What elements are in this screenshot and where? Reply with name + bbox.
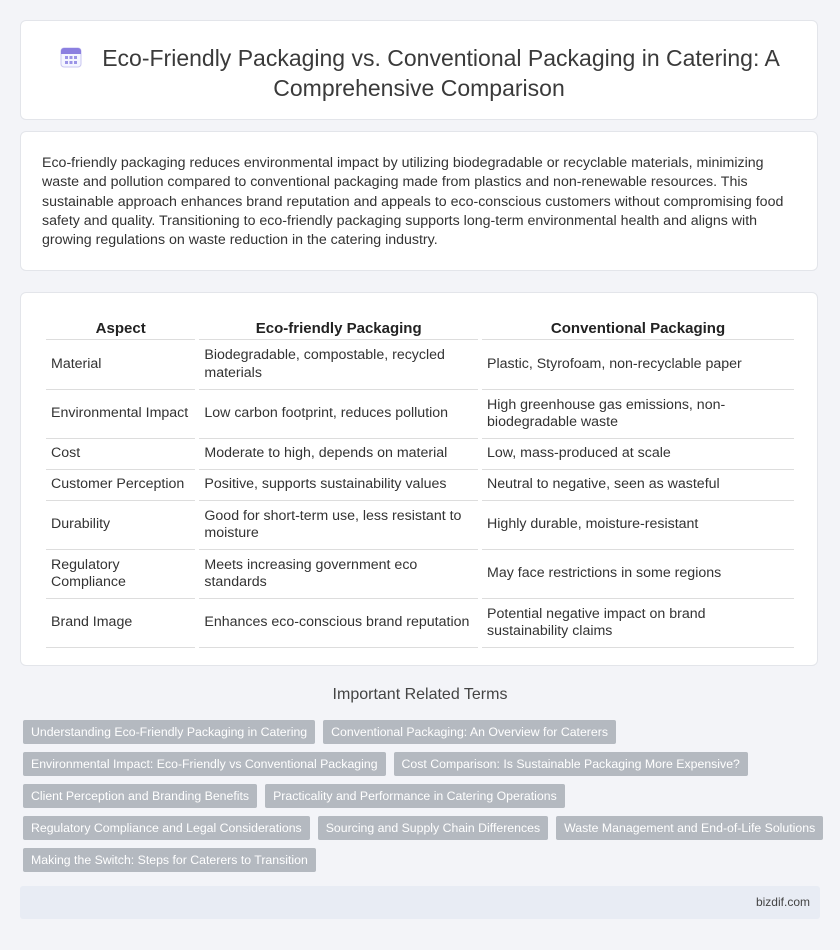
table-row (46, 501, 794, 550)
cell-eco: Enhances eco-conscious brand reputation (199, 599, 478, 648)
cell-aspect: Environmental Impact (46, 390, 195, 439)
intro-card (20, 131, 818, 271)
title-line-2: Comprehensive Comparison (273, 75, 565, 101)
page-title (21, 43, 817, 103)
table-header-row (46, 315, 794, 340)
cell-conventional: High greenhouse gas emissions, non-biodegradable waste (482, 390, 794, 439)
header-aspect: Aspect (46, 315, 195, 340)
related-tag[interactable]: Conventional Packaging: An Overview for Caterers (323, 720, 616, 744)
table-row (46, 470, 794, 501)
cell-aspect: Brand Image (46, 599, 195, 648)
cell-aspect: Durability (46, 501, 195, 550)
cell-aspect: Cost (46, 439, 195, 470)
cell-eco: Meets increasing government eco standards (199, 550, 478, 599)
cell-conventional: Neutral to negative, seen as wasteful (482, 470, 794, 501)
cell-conventional: May face restrictions in some regions (482, 550, 794, 599)
header-conventional: Conventional Packaging (482, 315, 794, 340)
cell-conventional: Highly durable, moisture-resistant (482, 501, 794, 550)
cell-eco: Moderate to high, depends on material (199, 439, 478, 470)
related-tags (23, 720, 816, 880)
cell-aspect: Customer Perception (46, 470, 195, 501)
title-line-1: Eco-Friendly Packaging vs. Conventional Packaging in Catering: A (102, 45, 780, 71)
header-card (20, 20, 818, 120)
related-tag[interactable]: Regulatory Compliance and Legal Considerations (23, 816, 310, 840)
related-tag[interactable]: Understanding Eco-Friendly Packaging in Catering (23, 720, 315, 744)
cell-eco: Low carbon footprint, reduces pollution (199, 390, 478, 439)
related-tag[interactable]: Client Perception and Branding Benefits (23, 784, 257, 808)
comparison-card (20, 292, 818, 666)
related-terms-title: Important Related Terms (332, 686, 508, 703)
calendar-icon (58, 44, 84, 70)
comparison-table (42, 315, 798, 648)
intro-text: Eco-friendly packaging reduces environmental impact by utilizing biodegradable or recyclable materials, minimizing waste and pollution compared to conventional packaging made from plastics and non-renewable resources. This sustainable approach enhances brand reputation and appeals to eco-conscious customers without compromising food safety and quality. Transitioning to eco-friendly packaging supports long-term environmental health and aligns with growing regulations on waste reduction in the catering industry. (42, 155, 784, 249)
related-tag[interactable]: Environmental Impact: Eco-Friendly vs Conventional Packaging (23, 752, 386, 776)
cell-eco: Positive, supports sustainability values (199, 470, 478, 501)
table-row (46, 439, 794, 470)
cell-aspect: Material (46, 340, 195, 390)
related-tag[interactable]: Waste Management and End-of-Life Solutions (556, 816, 823, 840)
header-eco: Eco-friendly Packaging (199, 315, 478, 340)
cell-conventional: Plastic, Styrofoam, non-recyclable paper (482, 340, 794, 390)
related-tag[interactable]: Making the Switch: Steps for Caterers to Transition (23, 848, 316, 872)
footer (20, 886, 820, 919)
related-tag[interactable]: Sourcing and Supply Chain Differences (318, 816, 548, 840)
table-row (46, 550, 794, 599)
table-row (46, 390, 794, 439)
footer-site-link[interactable]: bizdif.com (755, 895, 810, 909)
related-tag[interactable]: Practicality and Performance in Catering Operations (265, 784, 565, 808)
table-row (46, 340, 794, 390)
cell-eco: Biodegradable, compostable, recycled materials (199, 340, 478, 390)
cell-eco: Good for short-term use, less resistant to moisture (199, 501, 478, 550)
table-row (46, 599, 794, 648)
cell-conventional: Low, mass-produced at scale (482, 439, 794, 470)
cell-conventional: Potential negative impact on brand sustainability claims (482, 599, 794, 648)
related-tag[interactable]: Cost Comparison: Is Sustainable Packaging More Expensive? (394, 752, 748, 776)
cell-aspect: Regulatory Compliance (46, 550, 195, 599)
